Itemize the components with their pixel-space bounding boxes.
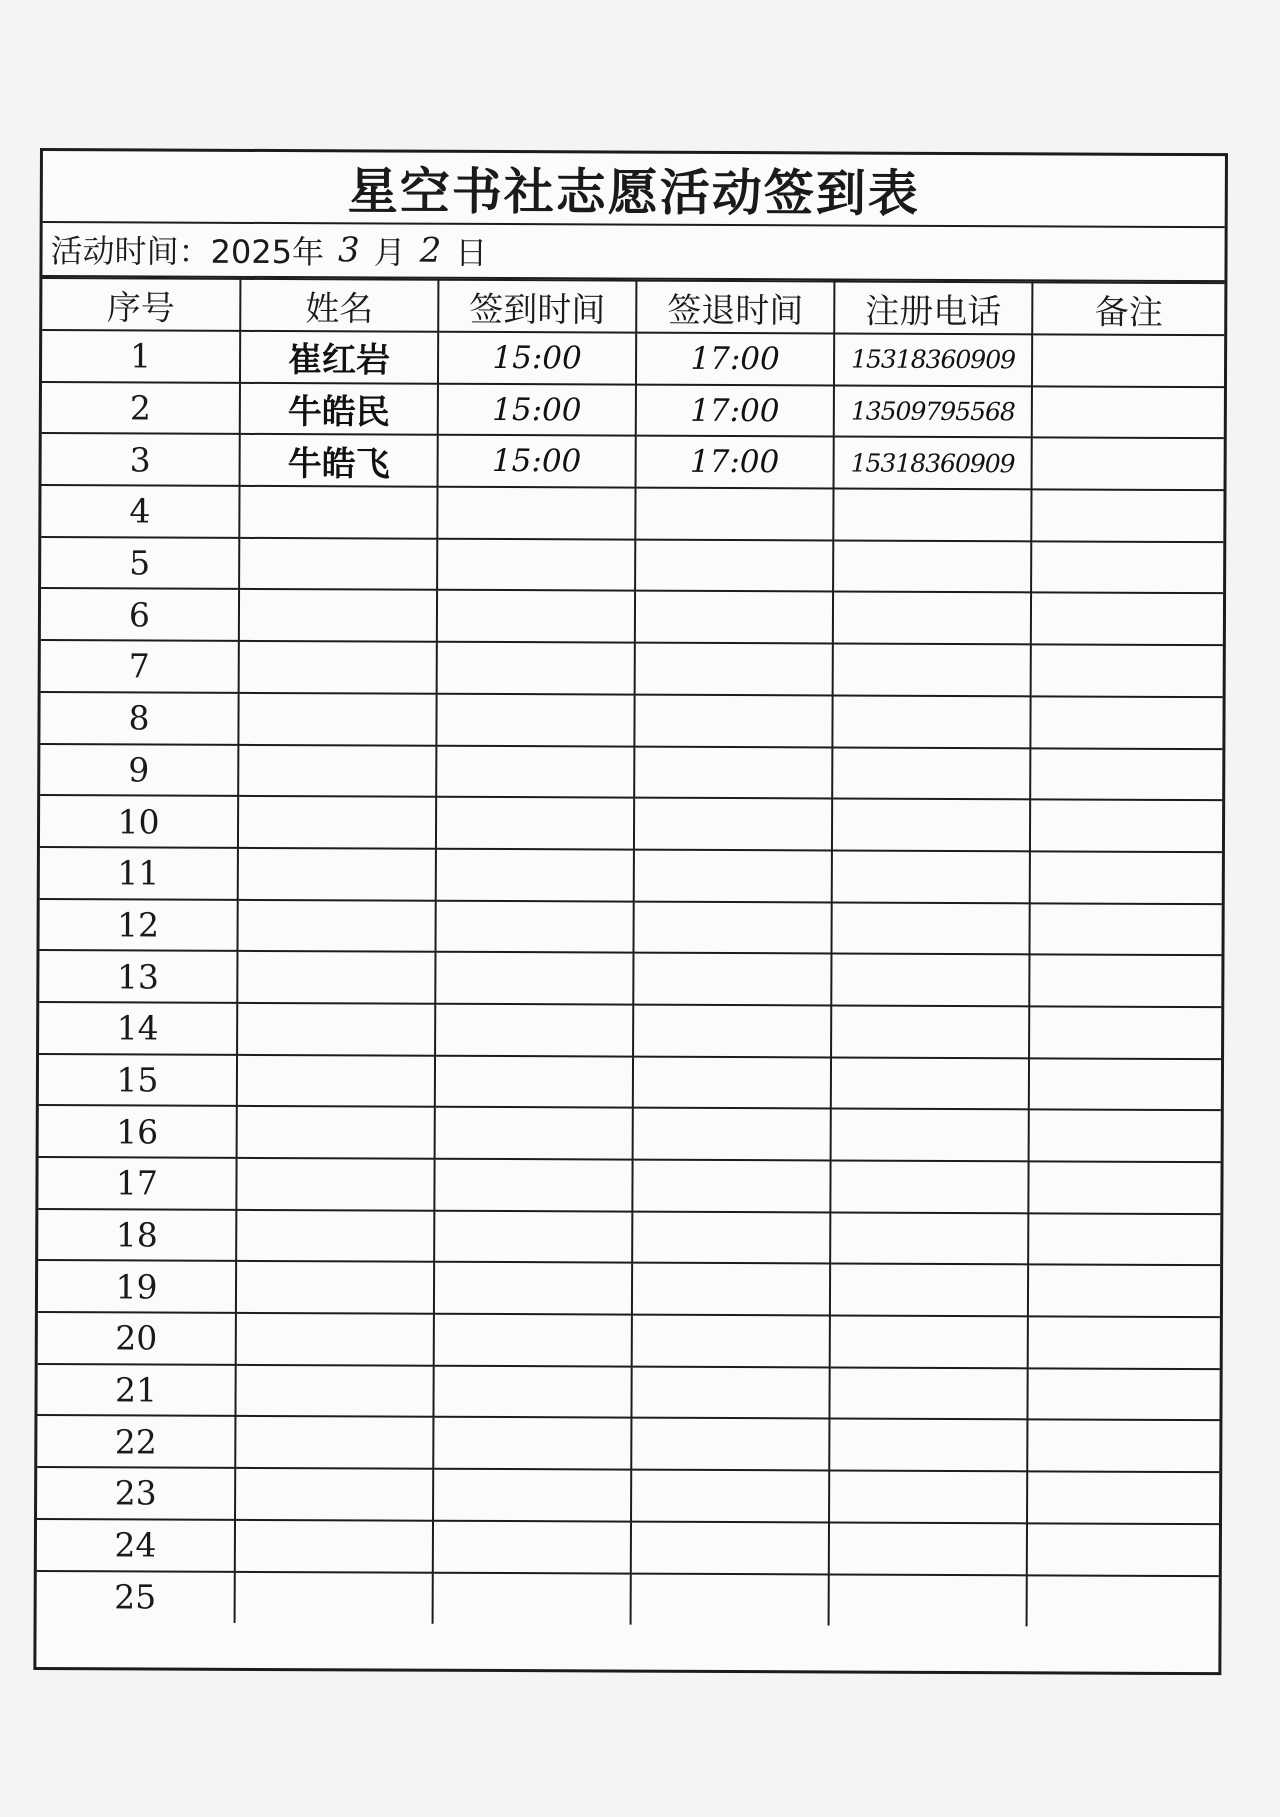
name-cell: [238, 744, 436, 797]
phone-cell: [831, 1109, 1029, 1162]
sign-out-time-cell: [632, 1211, 830, 1264]
row-number: 18: [38, 1209, 236, 1262]
note-cell: [1027, 1368, 1219, 1421]
header-sign-in-time: 签到时间: [438, 280, 636, 333]
sign-in-time-cell: [436, 694, 634, 747]
sign-out-time-cell: [631, 1470, 829, 1523]
header-seq: 序号: [42, 278, 240, 331]
note-cell: [1030, 696, 1222, 749]
sign-out-time-cell: [633, 953, 831, 1006]
phone-cell: [829, 1367, 1027, 1420]
name-cell: [236, 1313, 434, 1366]
date-label: 活动时间：2025年: [50, 232, 325, 272]
name-cell: [237, 1054, 435, 1107]
sign-out-time-cell: 17:00: [636, 333, 834, 386]
sign-in-time-cell: [433, 1521, 631, 1574]
row-number: 14: [39, 1002, 237, 1055]
sign-out-time-cell: [635, 643, 833, 696]
table-row: [42, 330, 1224, 387]
note-cell: [1032, 386, 1224, 439]
name-cell: [238, 693, 436, 746]
name-cell: [238, 848, 436, 901]
sign-out-time-cell: [633, 1108, 831, 1161]
table-row: [38, 1260, 1220, 1317]
sign-in-time-cell: [434, 1314, 632, 1367]
activity-date-line: [42, 223, 1224, 282]
sign-in-time-cell: 15:00: [438, 332, 636, 385]
name-cell: [235, 1416, 433, 1469]
sign-in-time-cell: [434, 1210, 632, 1263]
phone-cell: 15318360909: [834, 437, 1032, 490]
date-day-unit: 日: [455, 233, 488, 272]
note-cell: [1031, 541, 1223, 594]
note-cell: [1030, 748, 1222, 801]
name-cell: [239, 486, 437, 539]
sign-in-time-cell: [435, 1055, 633, 1108]
phone-cell: [829, 1471, 1027, 1524]
sign-out-time-cell: [631, 1573, 829, 1626]
name-cell: 崔红岩: [240, 331, 438, 384]
note-cell: [1027, 1471, 1219, 1524]
sign-in-sheet: [33, 148, 1228, 1675]
note-cell: [1029, 955, 1221, 1008]
table-row: [40, 744, 1222, 801]
phone-cell: [831, 1057, 1029, 1110]
note-cell: [1027, 1575, 1219, 1628]
sign-out-time-cell: [632, 1263, 830, 1316]
sign-in-time-cell: 15:00: [438, 435, 636, 488]
row-number: 22: [37, 1415, 235, 1468]
phone-cell: [831, 954, 1029, 1007]
sign-out-time-cell: [634, 694, 832, 747]
phone-cell: [831, 1005, 1029, 1058]
row-number: 6: [41, 588, 239, 641]
name-cell: [236, 1261, 434, 1314]
name-cell: [236, 1210, 434, 1263]
note-cell: [1027, 1523, 1219, 1576]
phone-cell: [832, 799, 1030, 852]
table-row: [41, 640, 1223, 697]
name-cell: 牛皓民: [240, 383, 438, 436]
sign-in-time-cell: [435, 952, 633, 1005]
row-number: 20: [38, 1312, 236, 1365]
table-row: [42, 433, 1224, 490]
sign-out-time-cell: [634, 849, 832, 902]
sign-in-time-cell: [433, 1417, 631, 1470]
table-row: [40, 847, 1222, 904]
sign-out-time-cell: 17:00: [636, 436, 834, 489]
phone-cell: [831, 902, 1029, 955]
row-number: 24: [37, 1519, 235, 1572]
row-number: 11: [40, 847, 238, 900]
sign-out-time-cell: [631, 1366, 829, 1419]
table-row: [39, 1105, 1221, 1162]
sign-in-time-cell: [435, 1107, 633, 1160]
note-cell: [1032, 334, 1224, 387]
sign-out-time-cell: [631, 1418, 829, 1471]
row-number: 3: [42, 433, 240, 486]
row-number: 15: [39, 1054, 237, 1107]
note-cell: [1028, 1161, 1220, 1214]
name-cell: [235, 1571, 433, 1624]
sign-out-time-cell: [635, 539, 833, 592]
name-cell: [235, 1520, 433, 1573]
table-row: [40, 795, 1222, 852]
sign-in-time-cell: [436, 797, 634, 850]
sign-in-time-cell: 15:00: [438, 383, 636, 436]
row-number: 25: [37, 1570, 235, 1623]
phone-cell: [830, 1160, 1028, 1213]
name-cell: [235, 1365, 433, 1418]
table-row: [37, 1415, 1219, 1472]
row-number: 7: [41, 640, 239, 693]
row-number: 5: [41, 537, 239, 590]
table-row: [41, 485, 1223, 542]
phone-cell: [832, 695, 1030, 748]
form-title: 星空书社志愿活动签到表: [43, 151, 1225, 228]
note-cell: [1032, 438, 1224, 491]
header-name: 姓名: [240, 279, 438, 332]
note-cell: [1030, 851, 1222, 904]
sign-out-time-cell: [632, 1315, 830, 1368]
sign-out-time-cell: [635, 488, 833, 541]
sign-in-time-cell: [437, 590, 635, 643]
sign-in-time-cell: [434, 1159, 632, 1212]
row-number: 19: [38, 1260, 236, 1313]
sign-out-time-cell: [633, 1005, 831, 1058]
note-cell: [1029, 1058, 1221, 1111]
phone-cell: [830, 1212, 1028, 1265]
row-number: 23: [37, 1467, 235, 1520]
table-row: [39, 950, 1221, 1007]
sign-in-time-cell: [433, 1572, 631, 1625]
sign-in-time-cell: [437, 538, 635, 591]
header-phone: 注册电话: [834, 281, 1032, 334]
sign-in-time-cell: [437, 487, 635, 540]
name-cell: [238, 796, 436, 849]
table-row: [38, 1312, 1220, 1369]
table-row: [37, 1570, 1219, 1627]
name-cell: [236, 1158, 434, 1211]
note-cell: [1030, 800, 1222, 853]
name-cell: 牛皓飞: [240, 434, 438, 487]
sign-in-time-cell: [435, 1004, 633, 1057]
phone-cell: [830, 1264, 1028, 1317]
table-header-row: [42, 278, 1224, 335]
phone-cell: [833, 644, 1031, 697]
row-number: 9: [40, 744, 238, 797]
table-row: [38, 1157, 1220, 1214]
phone-cell: 15318360909: [834, 333, 1032, 386]
table-row: [37, 1364, 1219, 1421]
sign-out-time-cell: [632, 1160, 830, 1213]
name-cell: [239, 538, 437, 591]
note-cell: [1029, 903, 1221, 956]
sign-in-time-cell: [433, 1365, 631, 1418]
note-cell: [1031, 593, 1223, 646]
date-month-unit: 月: [373, 233, 406, 272]
phone-cell: [829, 1522, 1027, 1575]
date-day-handwritten: 2: [419, 230, 442, 271]
table-row: [38, 1209, 1220, 1266]
phone-cell: [829, 1419, 1027, 1472]
note-cell: [1028, 1265, 1220, 1318]
sign-in-time-cell: [435, 900, 633, 953]
table-row: [37, 1467, 1219, 1524]
phone-cell: [833, 592, 1031, 645]
name-cell: [237, 899, 435, 952]
note-cell: [1029, 1110, 1221, 1163]
table-row: [41, 537, 1223, 594]
table-row: [42, 382, 1224, 439]
sign-in-time-cell: [437, 642, 635, 695]
table-row: [39, 899, 1221, 956]
row-number: 8: [40, 692, 238, 745]
phone-cell: [832, 747, 1030, 800]
row-number: 12: [39, 899, 237, 952]
table-row: [39, 1002, 1221, 1059]
phone-cell: [832, 850, 1030, 903]
row-number: 13: [39, 950, 237, 1003]
name-cell: [239, 641, 437, 694]
attendance-table: [37, 277, 1225, 1627]
note-cell: [1029, 1006, 1221, 1059]
note-cell: [1027, 1420, 1219, 1473]
sign-out-time-cell: [634, 798, 832, 851]
phone-cell: 13509795568: [834, 385, 1032, 438]
table-row: [41, 588, 1223, 645]
name-cell: [237, 1106, 435, 1159]
sign-in-time-cell: [434, 1262, 632, 1315]
sign-out-time-cell: 17:00: [636, 384, 834, 437]
row-number: 21: [37, 1364, 235, 1417]
sign-in-time-cell: [436, 849, 634, 902]
phone-cell: [830, 1316, 1028, 1369]
phone-cell: [829, 1574, 1027, 1627]
sign-out-time-cell: [633, 1056, 831, 1109]
table-row: [39, 1054, 1221, 1111]
sign-out-time-cell: [634, 746, 832, 799]
table-row: [40, 692, 1222, 749]
phone-cell: [833, 540, 1031, 593]
sign-in-time-cell: [436, 745, 634, 798]
name-cell: [237, 951, 435, 1004]
row-number: 2: [42, 382, 240, 435]
row-number: 17: [38, 1157, 236, 1210]
sign-out-time-cell: [633, 901, 831, 954]
row-number: 16: [39, 1105, 237, 1158]
row-number: 4: [41, 485, 239, 538]
note-cell: [1028, 1316, 1220, 1369]
header-note: 备注: [1032, 282, 1224, 335]
sign-in-time-cell: [433, 1469, 631, 1522]
row-number: 1: [42, 330, 240, 383]
table-row: [37, 1519, 1219, 1576]
phone-cell: [833, 489, 1031, 542]
note-cell: [1028, 1213, 1220, 1266]
note-cell: [1031, 644, 1223, 697]
sign-out-time-cell: [635, 591, 833, 644]
row-number: 10: [40, 795, 238, 848]
name-cell: [239, 589, 437, 642]
sign-out-time-cell: [631, 1521, 829, 1574]
header-sign-out-time: 签退时间: [636, 281, 834, 334]
name-cell: [235, 1468, 433, 1521]
date-month-handwritten: 3: [337, 230, 360, 271]
note-cell: [1031, 489, 1223, 542]
name-cell: [237, 1003, 435, 1056]
